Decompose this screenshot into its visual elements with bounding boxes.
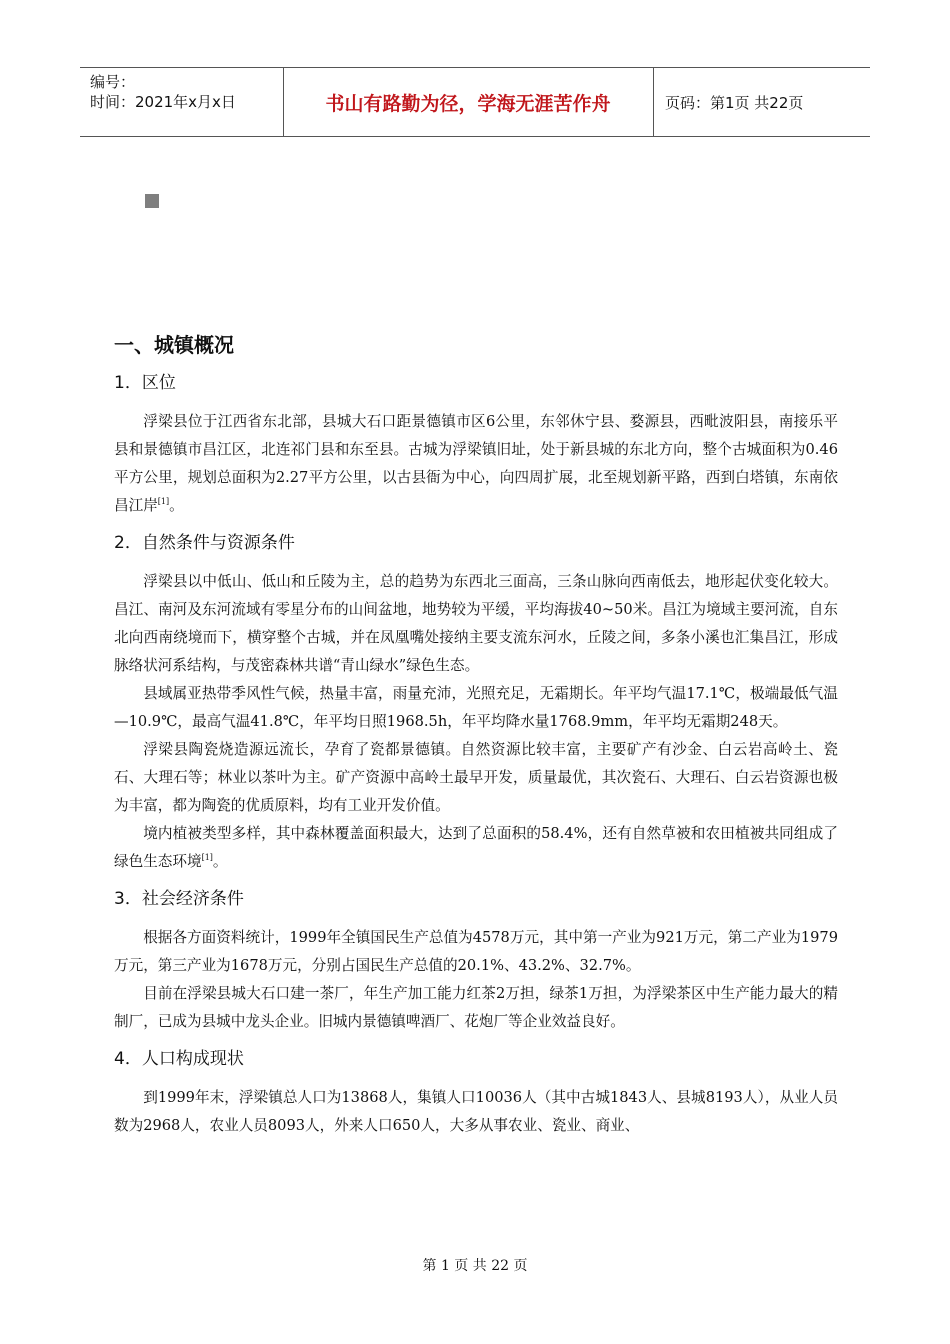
header-right-cell [653,68,870,136]
paragraph-terrain: 浮梁县以中低山、低山和丘陵为主，总的趋势为东西北三面高，三条山脉向西南低去，地形起伏变化较大。昌江、南河及东河流域有零星分布的山间盆地，地势较为平缓，平均海拔40~50米。昌江为境域主要河流，自东北向西南绕境而下，横穿整个古城，并在凤凰嘴处接纳主要支流东河水，丘陵之间，多条小溪也汇集昌江，形成脉络状河系结构，与茂密森林共谱“青山绿水”绿色生态。 [114,573,838,674]
section-title-overview: 一、城镇概况 [114,333,234,357]
subsection-title-natural-conditions: 2．自然条件与资源条件 [114,533,295,553]
gray-square-mark-icon [145,194,159,208]
paragraph-climate: 县域属亚热带季风性气候，热量丰富，雨量充沛，光照充足，无霜期长。年平均气温17.1℃，极端最低气温—10.9℃，最高气温41.8℃，年平均日照1968.5h，年平均降水量1768.9mm，年平均无霜期248天。 [114,685,838,730]
time-label: 时间：2021年x月x日 [90,93,236,111]
paragraph-location: 浮梁县位于江西省东北部，县城大石口距景德镇市区6公里，东邻休宁县、婺源县，西毗波阳县，南接乐平县和景德镇市昌江区，北连祁门县和东至县。古城为浮梁镇旧址，处于新县城的东北方向，整个古城面积为0.46平方公里，规划总面积为2.27平方公里，以古县衙为中心，向四周扩展，北至规划新平路，西到白塔镇，东南依昌江岸[1]。 [114,413,838,514]
subsection-title-population: 4．人口构成现状 [114,1049,244,1069]
subsection-title-location: 1．区位 [114,373,176,393]
header-middle-cell [283,68,654,136]
paragraph-gdp: 根据各方面资料统计，1999年全镇国民生产总值为4578万元，其中第一产业为921万元，第二产业为1979万元，第三产业为1678万元，分别占国民生产总值的20.1%、43.2%、32.7%。 [114,929,838,974]
header-left-cell [80,68,284,136]
citation-ref: [1] [201,853,213,863]
paragraph-industry: 目前在浮梁县城大石口建一茶厂，年生产加工能力红茶2万担，绿茶1万担，为浮梁茶区中生产能力最大的精制厂，已成为县城中龙头企业。旧城内景德镇啤酒厂、花炮厂等企业效益良好。 [114,985,838,1030]
document-body [114,330,838,1140]
number-label: 编号： [90,73,136,91]
page-footer: 第 1 页 共 22 页 [422,1258,528,1274]
subsection-title-socioeconomic: 3．社会经济条件 [114,889,244,909]
paragraph-resources: 浮梁县陶瓷烧造源远流长，孕育了瓷都景德镇。自然资源比较丰富，主要矿产有沙金、白云岩高岭土、瓷石、大理石等；林业以茶叶为主。矿产资源中高岭土最早开发，质量最优，其次瓷石、大理石、白云岩资源也极为丰富，都为陶瓷的优质原料，均有工业开发价值。 [114,741,838,814]
paragraph-vegetation: 境内植被类型多样，其中森林覆盖面积最大，达到了总面积的58.4%，还有自然草被和农田植被共同组成了绿色生态环境[1]。 [114,825,838,870]
page-info: 页码：第1页 共22页 [665,94,804,112]
paragraph-population: 到1999年末，浮梁镇总人口为13868人，集镇人口10036人（其中古城1843人、县城8193人），从业人员数为2968人，农业人员8093人，外来人口650人，大多从事农业、瓷业、商业、 [114,1089,838,1134]
citation-ref: [1] [157,497,170,507]
header-motto: 书山有路勤为径，学海无涯苦作舟 [325,93,611,115]
page-header [80,67,870,137]
